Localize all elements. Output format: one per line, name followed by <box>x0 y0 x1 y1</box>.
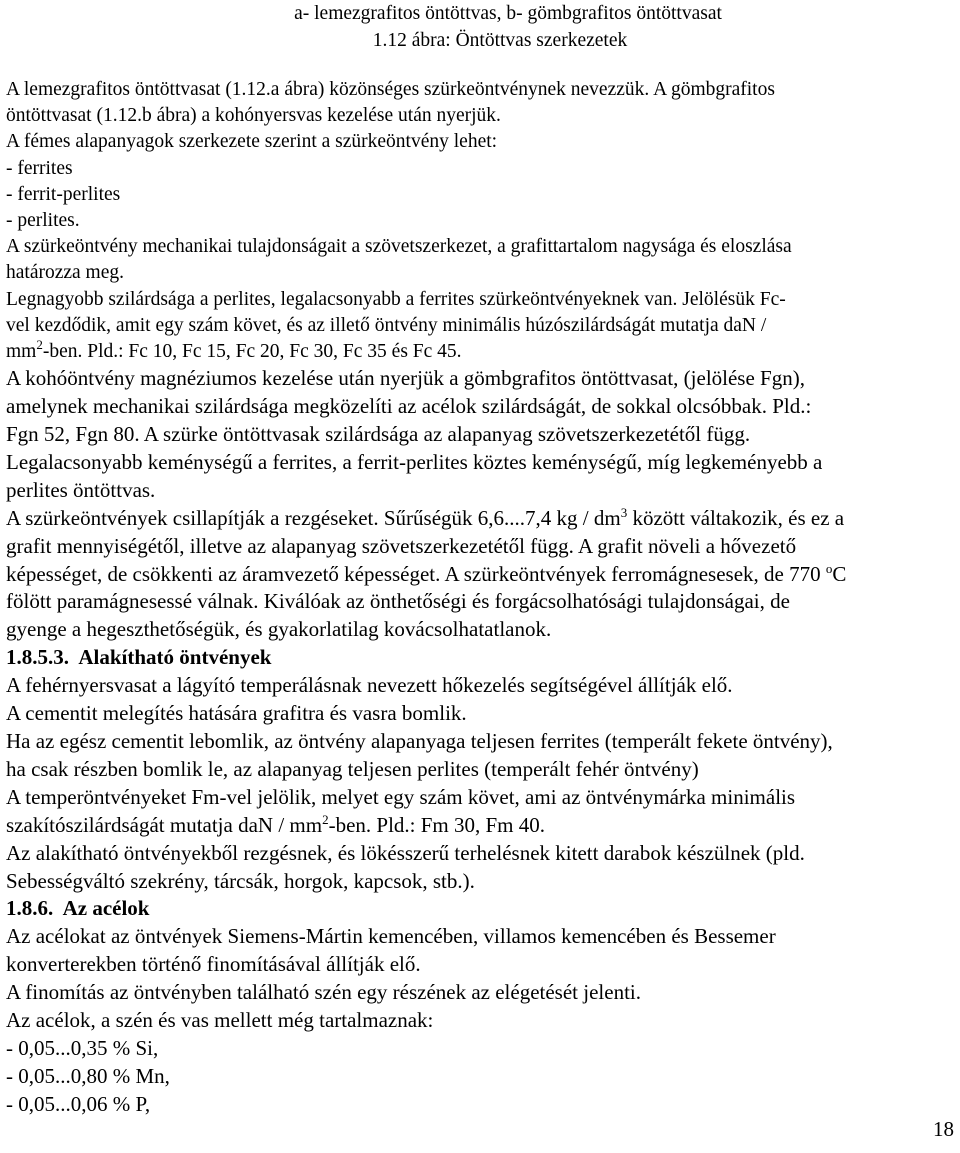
text-line: gyenge a hegeszthetőségük, és gyakorlatilag kovácsolhatatlanok. <box>6 617 552 642</box>
text-line: konverterekben történő finomításával állítják elő. <box>6 952 421 977</box>
text-segment: szakítószilárdságát mutatja daN / mm <box>6 812 323 837</box>
text-line: Ha az egész cementit lebomlik, az öntvény alapanyaga teljesen ferrites (temperált fekete öntvény), <box>6 729 833 754</box>
list-item: - 0,05...0,06 % P, <box>6 1091 151 1116</box>
paragraph-cast-iron-types <box>6 77 956 365</box>
caption-subfigure-labels: a- lemezgrafitos öntöttvas, b- gömbgrafitos öntöttvasat <box>294 3 722 24</box>
text-line: A szürkeöntvény mechanikai tulajdonságait a szövetszerkezet, a grafittartalom nagysága és eloszlása <box>6 236 792 258</box>
caption-figure-title: 1.12 ábra: Öntöttvas szerkezetek <box>372 30 628 51</box>
text-line: Az alakítható öntvényekből rezgésnek, és lökésszerű terhelésnek kitett darabok készülnek (pld. <box>6 840 805 865</box>
superscript: o <box>825 560 833 576</box>
section-heading-malleable <box>6 644 956 672</box>
text-segment: között váltakozik, és ez a <box>627 505 845 530</box>
text-line: Az acélok, a szén és vas mellett még tartalmaznak: <box>6 1008 434 1033</box>
section-title: Alakítható öntvények <box>78 645 272 670</box>
text-line: amelynek mechanikai szilárdsága megközelíti az acélok szilárdságát, de sokkal olcsóbbak. Pld.: <box>6 394 812 419</box>
section-number: 1.8.6. <box>6 896 54 921</box>
text-segment: -ben. Pld.: Fc 10, Fc 15, Fc 20, Fc 30, Fc 35 és Fc 45. <box>42 341 462 363</box>
paragraph-properties <box>6 365 956 1118</box>
text-line: A finomítás az öntvényben található szén egy részének az elégetését jelenti. <box>6 980 641 1005</box>
list-item: - 0,05...0,80 % Mn, <box>6 1063 170 1088</box>
superscript: 2 <box>36 337 43 353</box>
document-body <box>6 77 956 1119</box>
text-line: A temperöntvényeket Fm-vel jelölik, melyet egy szám követ, ami az öntvénymárka minimális <box>6 784 796 809</box>
text-line: A kohóöntvény magnéziumos kezelése után nyerjük a gömbgrafitos öntöttvasat, (jelölése Fgn), <box>6 366 805 391</box>
text-line: vel kezdődik, amit egy szám követ, és az illető öntvény minimális húzószilárdságát mutatja daN / <box>6 314 767 336</box>
text-line: Legalacsonyabb keménységű a ferrites, a ferrit-perlites köztes keménységű, míg legkeményebb a <box>6 449 823 474</box>
text-line: határozza meg. <box>6 262 125 284</box>
superscript: 3 <box>620 504 628 520</box>
text-line-density <box>6 505 956 533</box>
page-number: 18 <box>933 1117 954 1141</box>
text-line-strength <box>6 812 956 840</box>
text-line: Az acélokat az öntvények Siemens-Mártin kemencében, villamos kemencében és Bessemer <box>6 924 776 949</box>
list-item: - 0,05...0,35 % Si, <box>6 1035 159 1060</box>
text-line: grafit mennyiségétől, illetve az alapanyag szövetszerkezetétől függ. A grafit növeli a hővezető <box>6 533 797 558</box>
text-segment: -ben. Pld.: Fm 30, Fm 40. <box>328 812 546 837</box>
text-line: A cementit melegítés hatására grafitra és vasra bomlik. <box>6 701 467 726</box>
section-heading-steels <box>6 895 956 923</box>
superscript: 2 <box>322 811 329 827</box>
text-line: perlites öntöttvas. <box>6 477 156 502</box>
text-line-temperature <box>6 561 956 589</box>
text-line: ha csak részben bomlik le, az alapanyag teljesen perlites (temperált fehér öntvény) <box>6 756 699 781</box>
list-item: - ferrites <box>6 157 73 179</box>
list-item: - perlites. <box>6 210 80 232</box>
section-number: 1.8.5.3. <box>6 645 69 670</box>
text-segment: C <box>832 561 847 586</box>
text-segment: képességet, de csökkenti az áramvezető képességet. A szürkeöntvények ferromágnesesek, de 770 <box>6 561 826 586</box>
text-line: öntöttvasat (1.12.b ábra) a kohónyersvas kezelése után nyerjük. <box>6 105 501 127</box>
text-line: fölött paramágnesessé válnak. Kiválóak az önthetőségi és forgácsolhatósági tulajdonságai, de <box>6 589 790 614</box>
text-line: Legnagyobb szilárdsága a perlites, legalacsonyabb a ferrites szürkeöntvényeknek van. Jelölésük Fc- <box>6 288 786 310</box>
text-line: Fgn 52, Fgn 80. A szürke öntöttvasak szilárdsága az alapanyag szövetszerkezetétől függ. <box>6 422 751 447</box>
text-line: A fehérnyersvasat a lágyító temperálásnak nevezett hőkezelés segítségével állítják elő. <box>6 673 733 698</box>
section-title: Az acélok <box>62 896 150 921</box>
text-line: A fémes alapanyagok szerkezete szerint a szürkeöntvény lehet: <box>6 131 498 153</box>
text-segment: A szürkeöntvények csillapítják a rezgéseket. Sűrűségük 6,6....7,4 kg / dm <box>6 505 621 530</box>
figure-caption <box>0 0 960 54</box>
text-segment: mm <box>6 341 37 363</box>
text-line-mm <box>6 339 956 365</box>
text-line: A lemezgrafitos öntöttvasat (1.12.a ábra) közönséges szürkeöntvénynek nevezzük. A gömbgrafitos <box>6 79 775 100</box>
text-line: Sebességváltó szekrény, tárcsák, horgok, kapcsok, stb.). <box>6 868 475 893</box>
list-item: - ferrit-perlites <box>6 183 121 205</box>
